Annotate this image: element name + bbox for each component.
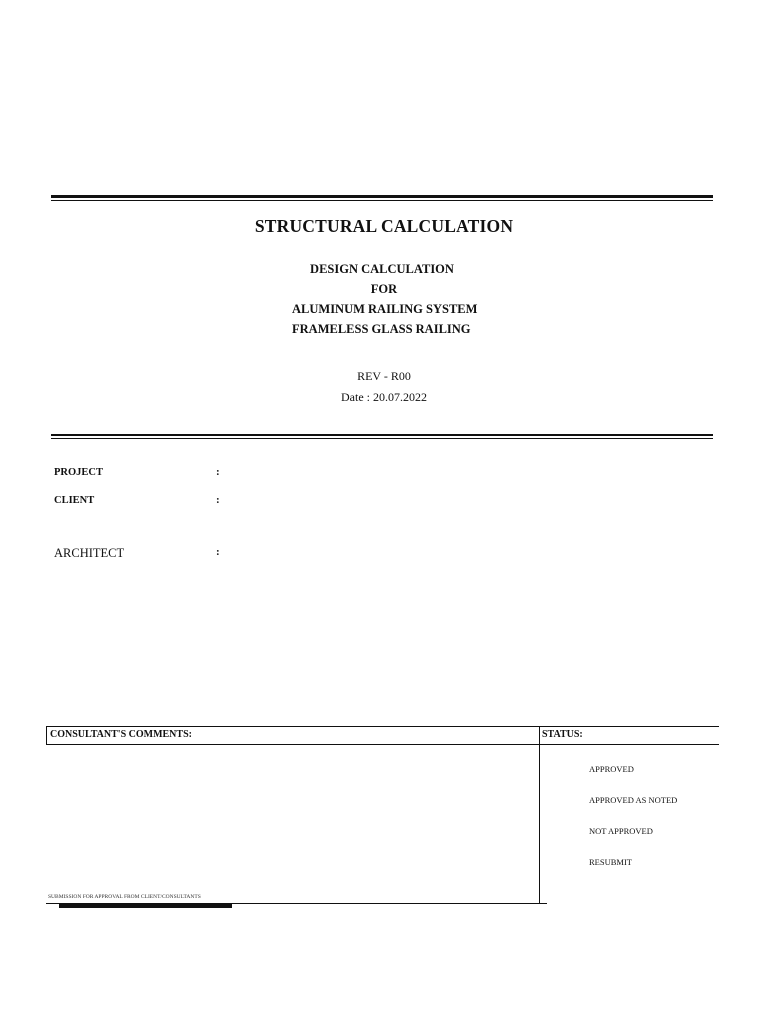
- top-rule-thick: [51, 195, 713, 198]
- project-separator: :: [216, 466, 220, 478]
- box-column-divider: [539, 726, 540, 904]
- subtitle-line-1: DESIGN CALCULATION: [310, 262, 454, 276]
- box-header-border: [46, 744, 719, 745]
- subtitle-line-3: ALUMINUM RAILING SYSTEM: [292, 302, 478, 316]
- status-option-not-approved: NOT APPROVED: [589, 826, 653, 836]
- middle-rule-thick: [51, 434, 713, 436]
- status-option-approved: APPROVED: [589, 764, 634, 774]
- status-heading: STATUS:: [542, 729, 583, 740]
- client-label: CLIENT: [54, 495, 95, 506]
- document-title: STRUCTURAL CALCULATION: [254, 216, 514, 236]
- client-separator: :: [216, 494, 220, 506]
- project-label: PROJECT: [54, 467, 104, 478]
- subtitle-line-4: FRAMELESS GLASS RAILING: [292, 322, 471, 336]
- box-left-border: [46, 726, 47, 745]
- consultant-comments-heading: CONSULTANT'S COMMENTS:: [50, 729, 192, 740]
- top-rule-thin: [51, 200, 713, 201]
- revision-label: REV - R00: [357, 369, 411, 383]
- subtitle-line-2: FOR: [370, 282, 398, 296]
- middle-rule-thin: [51, 438, 713, 439]
- box-bottom-accent: [59, 904, 232, 908]
- box-top-border: [46, 726, 719, 727]
- submission-footnote: SUBMISSION FOR APPROVAL FROM CLIENT/CONSULTANTS: [48, 894, 201, 900]
- date-label: Date : 20.07.2022: [341, 390, 427, 404]
- status-option-resubmit: RESUBMIT: [589, 857, 632, 867]
- architect-separator: :: [216, 546, 220, 558]
- architect-label: ARCHITECT: [54, 546, 125, 560]
- status-option-approved-as-noted: APPROVED AS NOTED: [589, 795, 678, 805]
